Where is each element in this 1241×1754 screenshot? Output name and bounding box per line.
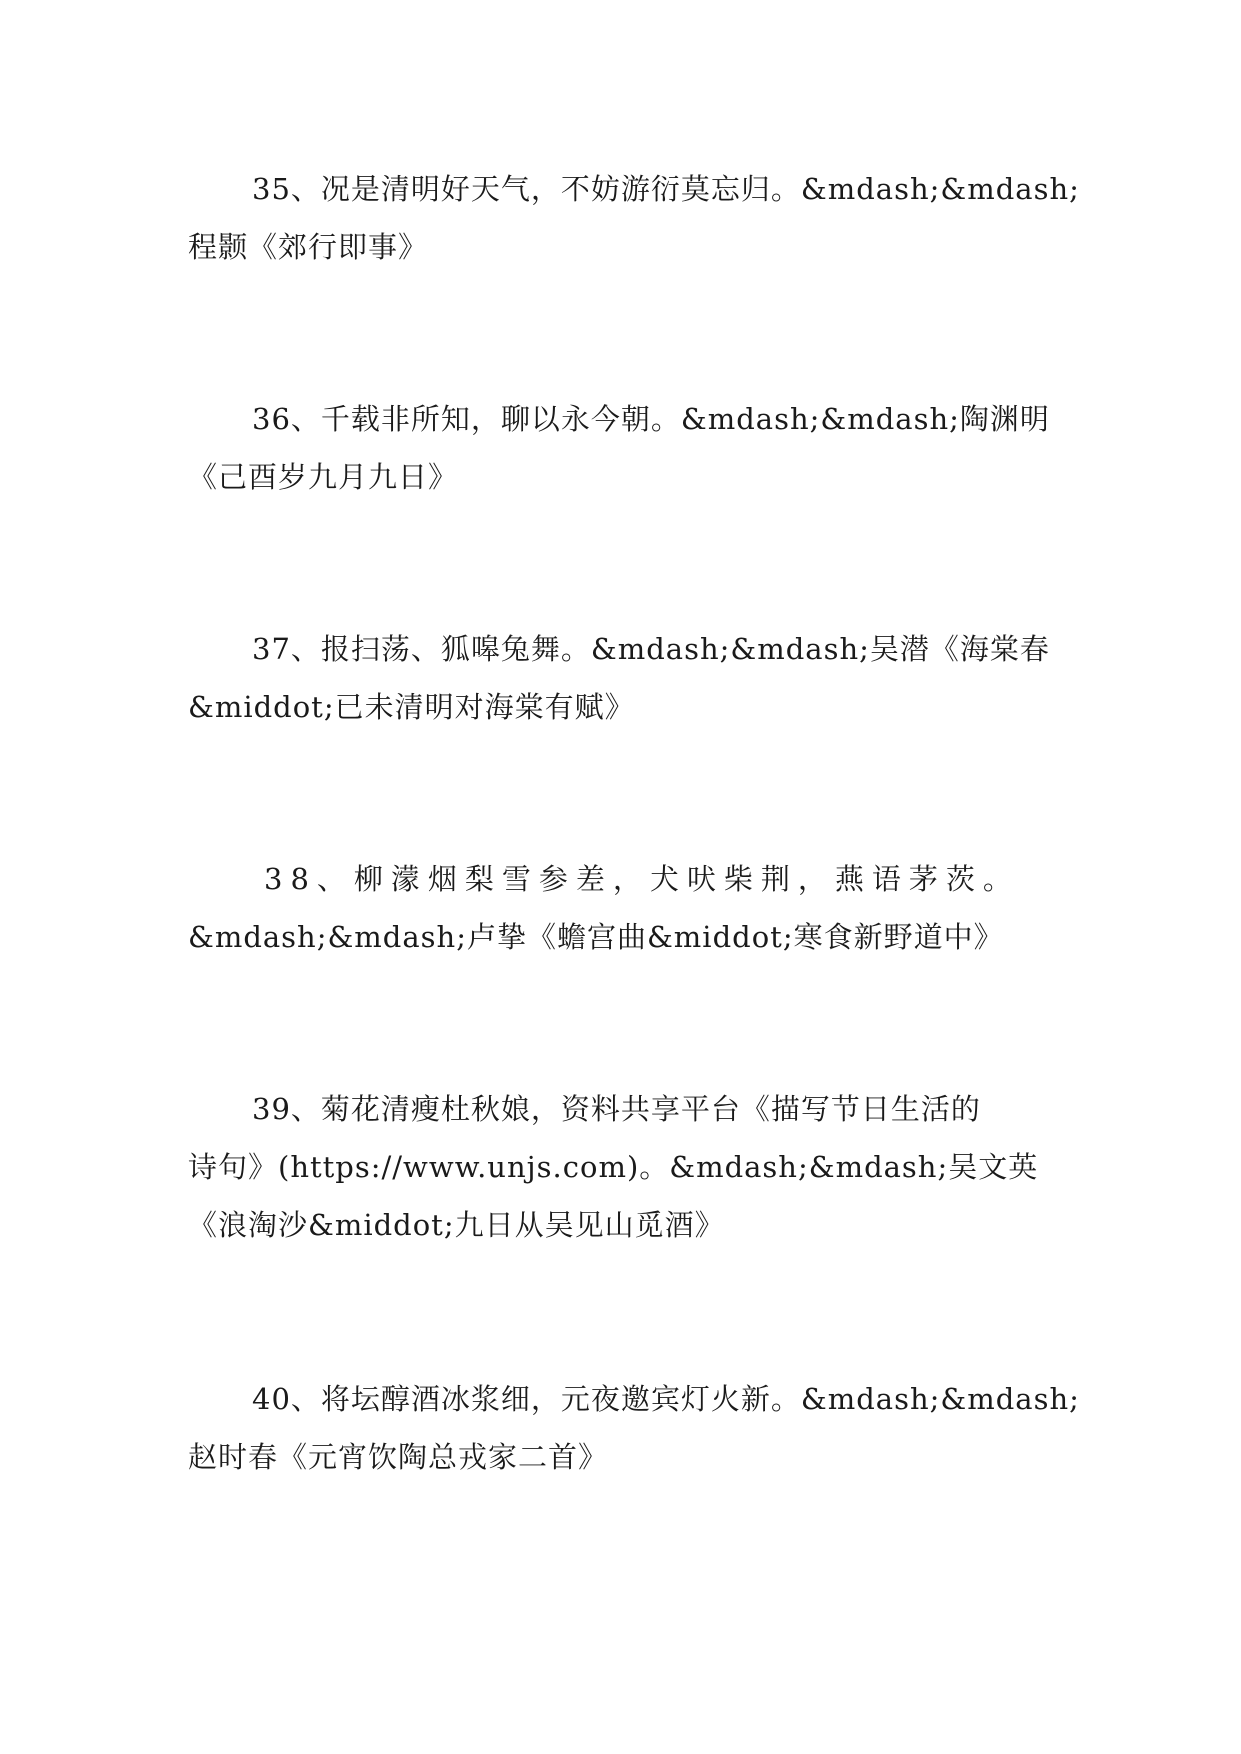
entry-line: 诗句》(https://www.unjs.com)。&mdash;&mdash;吴文英 bbox=[188, 1150, 1039, 1184]
poem-entry-39 bbox=[188, 1080, 1058, 1254]
poem-entry-37 bbox=[188, 620, 1058, 736]
entry-line: 《己酉岁九月九日》 bbox=[188, 460, 459, 494]
poem-entry-38 bbox=[188, 850, 1058, 966]
entry-line: 38、柳濛烟梨雪参差，犬吠柴荆，燕语茅茨。 bbox=[264, 862, 1020, 896]
entry-line: &middot;已未清明对海棠有赋》 bbox=[188, 690, 635, 724]
poem-entry-40 bbox=[188, 1370, 1080, 1486]
entry-line: 35、况是清明好天气，不妨游衍莫忘归。&mdash;&mdash; bbox=[252, 172, 1080, 206]
poem-entry-36 bbox=[188, 390, 1058, 506]
entry-line: 39、菊花清瘦杜秋娘，资料共享平台《描写节日生活的 bbox=[252, 1092, 981, 1126]
entry-line: 程颢《郊行即事》 bbox=[188, 230, 429, 264]
entry-line: 赵时春《元宵饮陶总戎家二首》 bbox=[188, 1440, 609, 1474]
poem-entry-35 bbox=[188, 160, 1080, 276]
entry-line: 40、将坛醇酒冰浆细，元夜邀宾灯火新。&mdash;&mdash; bbox=[252, 1382, 1080, 1416]
entry-line: 37、报扫荡、狐嗥兔舞。&mdash;&mdash;吴潜《海棠春 bbox=[252, 632, 1050, 666]
entry-line: 36、千载非所知，聊以永今朝。&mdash;&mdash;陶渊明 bbox=[252, 402, 1050, 436]
entry-line: &mdash;&mdash;卢挚《蟾宫曲&middot;寒食新野道中》 bbox=[188, 920, 1004, 954]
entry-line: 《浪淘沙&middot;九日从吴见山觅酒》 bbox=[188, 1208, 725, 1242]
